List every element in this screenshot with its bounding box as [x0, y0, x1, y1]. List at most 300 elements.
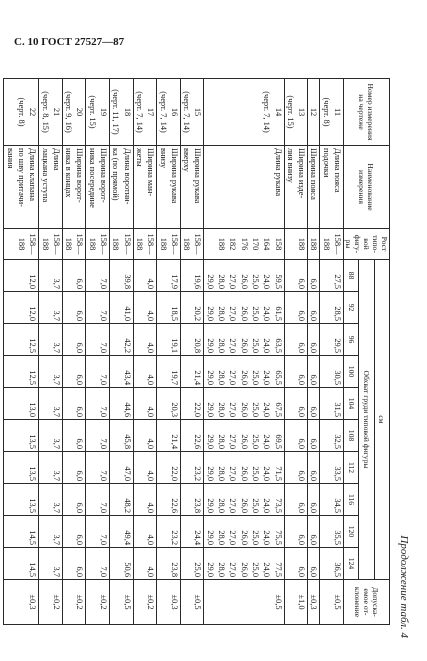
size-value-line: 6,0: [75, 278, 85, 289]
size-value-line: 4,0: [146, 470, 156, 481]
measurement-name: [157, 146, 181, 229]
figure-height: [157, 229, 181, 260]
size-value: [308, 452, 320, 484]
size-value-line: 69,5: [273, 434, 283, 449]
size-value-line: 67,5: [273, 402, 283, 417]
measurement-name-line: Ширина ворот-: [75, 148, 85, 203]
tolerance-value: ±0,3: [308, 580, 320, 625]
size-value-line: 26,0: [239, 274, 249, 289]
size-value-line: 27,0: [228, 306, 238, 321]
size-value: [133, 260, 157, 292]
size-value-line: 20,8: [193, 338, 203, 353]
figure-height-line: 158—: [99, 233, 109, 255]
size-value: [39, 356, 63, 388]
continuation-label: Продолжение табл. 4: [398, 535, 410, 638]
size-value: [86, 452, 110, 484]
size-value-line: 3,7: [51, 470, 61, 481]
figure-height-line: 158—: [146, 233, 156, 255]
figure-height: [86, 229, 110, 260]
measurement-number-line: 16: [169, 107, 179, 117]
size-value-line: 14,5: [28, 562, 38, 577]
size-value-line: 20,2: [193, 306, 203, 321]
size-value-line: 29,0: [205, 338, 215, 353]
tolerance-value: ±0,2: [62, 580, 86, 625]
figure-height-line: 188: [182, 237, 192, 251]
measurement-name-line: Ширина ман-: [146, 148, 156, 197]
measurement-name: [62, 146, 86, 229]
size-value-line: 24,0: [262, 370, 272, 385]
size-value: [284, 516, 308, 548]
size-value-line: 45,8: [122, 434, 132, 449]
size-value: [204, 292, 284, 324]
size-value: [62, 388, 86, 420]
figure-height-line: 188: [309, 237, 319, 251]
size-value: [86, 388, 110, 420]
table-row: [204, 79, 284, 625]
col-header-size: 108: [344, 420, 359, 452]
col-header-size: 112: [344, 452, 359, 484]
size-value-line: 73,5: [273, 498, 283, 513]
figure-height: [4, 229, 39, 260]
size-value: [284, 484, 308, 516]
size-value-line: 25,0: [250, 562, 260, 577]
figure-height-line: 158—: [75, 233, 85, 255]
size-value: [133, 548, 157, 580]
measurement-name-line: вверху: [182, 148, 192, 172]
size-value-line: 27,0: [228, 370, 238, 385]
size-value-line: 6,0: [297, 470, 307, 481]
tolerance-value: ±0,2: [133, 580, 157, 625]
size-value-line: 28,0: [217, 562, 227, 577]
col-header-number: Номер измерения на чертеже: [344, 79, 390, 146]
size-value: [320, 452, 344, 484]
col-header-height: Рост типо- вой фигу- ры: [344, 229, 390, 260]
size-value-line: 4,0: [146, 406, 156, 417]
size-value: [284, 548, 308, 580]
size-value-line: 6,0: [309, 406, 319, 417]
size-value-line: 18,5: [169, 306, 179, 321]
size-value: [110, 516, 134, 548]
measurement-number-line: (черт. 8): [16, 97, 26, 127]
size-value-line: 39,8: [122, 274, 132, 289]
size-value-line: 29,0: [205, 370, 215, 385]
size-value-line: 20,3: [169, 402, 179, 417]
size-value: [86, 324, 110, 356]
figure-height: [110, 229, 134, 260]
size-value-line: 13,5: [28, 498, 38, 513]
size-value-line: 25,0: [250, 466, 260, 481]
measurement-number-line: 17: [146, 107, 156, 117]
measurement-number-line: (черт. 11, 17): [111, 89, 121, 135]
measurement-name-line: Ширина рукава: [169, 148, 179, 204]
size-value: [86, 516, 110, 548]
figure-height-line: 188: [297, 237, 307, 251]
figure-height-line: 188: [16, 237, 26, 251]
size-value-line: 6,0: [309, 342, 319, 353]
size-value-line: 41,0: [122, 306, 132, 321]
size-value: [4, 516, 39, 548]
size-value-line: 65,5: [273, 370, 283, 385]
size-value: [86, 484, 110, 516]
measurement-number-line: (черт. 7, 14): [158, 91, 168, 133]
size-value-line: 27,0: [228, 498, 238, 513]
size-value-line: 13,0: [28, 402, 38, 417]
size-value-line: 28,0: [217, 402, 227, 417]
size-value-line: 27,0: [228, 434, 238, 449]
measurement-number: [284, 79, 308, 146]
figure-height: [133, 229, 157, 260]
size-value-line: 34,5: [333, 498, 342, 513]
figure-height-line: 158—: [193, 233, 203, 255]
size-value: [204, 484, 284, 516]
figure-height: [284, 229, 308, 260]
size-value-line: 6,0: [297, 566, 307, 577]
figure-height-line: 158—: [51, 233, 61, 255]
size-value-line: 26,0: [239, 370, 249, 385]
size-value-line: 27,0: [228, 274, 238, 289]
size-value: [284, 260, 308, 292]
size-value-line: 29,0: [205, 434, 215, 449]
size-value: [284, 420, 308, 452]
measurement-number: [110, 79, 134, 146]
size-value: [204, 548, 284, 580]
size-value-line: 28,0: [217, 370, 227, 385]
measurement-name: [4, 146, 39, 229]
size-value: [4, 292, 39, 324]
size-value-line: 24,0: [262, 434, 272, 449]
table-row: [86, 79, 110, 625]
size-value: [320, 260, 344, 292]
size-value-line: 33,5: [333, 466, 342, 481]
size-value-line: 25,0: [250, 306, 260, 321]
size-value: [320, 356, 344, 388]
size-value: [133, 388, 157, 420]
size-value: [320, 292, 344, 324]
figure-height-line: 182: [228, 237, 238, 251]
size-value-line: 6,0: [75, 438, 85, 449]
figure-height-line: 158: [273, 237, 283, 251]
tolerance-value: ±0,3: [4, 580, 39, 625]
measurement-name: [204, 146, 284, 229]
size-value: [284, 388, 308, 420]
size-value-line: 6,0: [297, 342, 307, 353]
size-value-line: 77,5: [273, 562, 283, 577]
size-value-line: 6,0: [309, 566, 319, 577]
col-header-size: 120: [344, 516, 359, 548]
size-value-line: 7,0: [99, 310, 109, 321]
size-value-line: 27,5: [333, 274, 342, 289]
size-value-line: 4,0: [146, 502, 156, 513]
measurement-number-line: 21: [51, 107, 61, 117]
size-value: [62, 356, 86, 388]
size-value-line: 25,0: [193, 562, 203, 577]
size-value-line: 6,0: [75, 310, 85, 321]
size-value-line: 42,2: [122, 338, 132, 353]
size-value-line: 6,0: [309, 278, 319, 289]
size-value: [62, 484, 86, 516]
size-value: [180, 420, 204, 452]
tolerance-value: ±0,5: [204, 580, 284, 625]
size-value-line: 6,0: [309, 374, 319, 385]
measurement-number: [320, 79, 344, 146]
measurement-number: [133, 79, 157, 146]
size-value-line: 24,0: [262, 274, 272, 289]
size-value-line: 30,5: [333, 370, 342, 385]
col-header-size: 124: [344, 548, 359, 580]
size-value-line: 29,0: [205, 466, 215, 481]
size-value: [180, 324, 204, 356]
size-value-line: 25,0: [250, 530, 260, 545]
size-value-line: 25,0: [250, 434, 260, 449]
size-value: [204, 516, 284, 548]
size-value: [204, 260, 284, 292]
size-value-line: 12,0: [28, 306, 38, 321]
size-value-line: 24,0: [262, 466, 272, 481]
size-value-line: 4,0: [146, 342, 156, 353]
tolerance-value: ±0,2: [86, 580, 110, 625]
col-header-size: 100: [344, 356, 359, 388]
size-value-line: 28,0: [217, 466, 227, 481]
size-value: [180, 516, 204, 548]
size-value-line: 13,5: [28, 434, 38, 449]
size-value-line: 25,0: [250, 338, 260, 353]
size-value-line: 24,0: [262, 530, 272, 545]
measurement-number-line: (черт. 9, 16): [64, 91, 74, 133]
measurement-name: [320, 146, 344, 229]
col-header-size: 96: [344, 324, 359, 356]
size-value-line: 50,6: [122, 562, 132, 577]
size-value: [62, 420, 86, 452]
size-value-line: 19,1: [169, 338, 179, 353]
size-value-line: 3,7: [51, 374, 61, 385]
size-value: [62, 260, 86, 292]
measurement-name-line: Длина: [51, 148, 61, 171]
size-value: [157, 324, 181, 356]
size-value: [110, 324, 134, 356]
size-value-line: 28,0: [217, 498, 227, 513]
size-value-line: 6,0: [297, 438, 307, 449]
col-header-group: Обхват груди типовой фигуры: [359, 260, 374, 580]
measurement-number: [204, 79, 284, 146]
measurement-name: [284, 146, 308, 229]
size-value: [320, 388, 344, 420]
size-value-line: 26,0: [239, 466, 249, 481]
table-row: [308, 79, 320, 625]
measurement-name: [308, 146, 320, 229]
size-value: [4, 452, 39, 484]
size-value: [133, 452, 157, 484]
size-value-line: 75,5: [273, 530, 283, 545]
size-value-line: 21,4: [169, 434, 179, 449]
size-value-line: 31,5: [333, 402, 342, 417]
size-value: [110, 452, 134, 484]
size-value-line: 6,0: [75, 534, 85, 545]
size-value-line: 7,0: [99, 566, 109, 577]
size-value: [86, 548, 110, 580]
size-value-line: 22,6: [169, 498, 179, 513]
figure-height-line: 188: [87, 237, 97, 251]
size-value: [308, 484, 320, 516]
measurement-number: [308, 79, 320, 146]
size-value-line: 47,0: [122, 466, 132, 481]
size-value: [157, 484, 181, 516]
measurement-number-line: (черт. 8, 15): [40, 91, 50, 133]
size-value-line: 22,0: [193, 402, 203, 417]
size-value: [86, 420, 110, 452]
measurement-number-line: (черт. 8): [321, 97, 331, 127]
measurement-name-line: по шву притачи-: [16, 148, 26, 207]
size-value-line: 7,0: [99, 438, 109, 449]
size-value: [4, 420, 39, 452]
size-value-line: 6,0: [309, 470, 319, 481]
size-value-line: 14,5: [28, 530, 38, 545]
measurement-number-line: (черт. 7, 14): [182, 91, 192, 133]
size-value-line: 19,6: [193, 274, 203, 289]
measurement-number: [86, 79, 110, 146]
figure-height-line: 188: [40, 237, 50, 251]
size-value: [320, 324, 344, 356]
size-value-line: 4,0: [146, 534, 156, 545]
table-row: [284, 79, 308, 625]
measurement-name-line: ка (по прямой): [111, 148, 121, 201]
table-row: [4, 79, 39, 625]
size-value: [204, 324, 284, 356]
size-value-line: 6,0: [309, 438, 319, 449]
size-value-line: 27,0: [228, 466, 238, 481]
size-value-line: 29,0: [205, 498, 215, 513]
size-value-line: 6,0: [297, 310, 307, 321]
figure-height-line: 158—: [28, 233, 38, 255]
size-value-line: 26,0: [239, 434, 249, 449]
col-header-size: 104: [344, 388, 359, 420]
size-value: [4, 260, 39, 292]
size-value-line: 24,0: [262, 402, 272, 417]
size-value-line: 6,0: [309, 534, 319, 545]
size-value-line: 6,0: [75, 470, 85, 481]
measurement-name-line: лия внизу: [285, 148, 295, 183]
table-row: [62, 79, 86, 625]
size-value-line: 29,0: [205, 562, 215, 577]
size-value-line: 22,6: [193, 434, 203, 449]
size-value: [39, 420, 63, 452]
size-value: [133, 356, 157, 388]
size-value-line: 27,0: [228, 338, 238, 353]
size-value-line: 71,5: [273, 466, 283, 481]
size-value-line: 6,0: [75, 406, 85, 417]
size-value: [110, 548, 134, 580]
size-value-line: 29,0: [205, 530, 215, 545]
figure-height-line: 188: [64, 237, 74, 251]
size-value: [157, 388, 181, 420]
size-value-line: 6,0: [309, 310, 319, 321]
measurement-name: [180, 146, 204, 229]
size-value: [284, 292, 308, 324]
size-value-line: 12,0: [28, 274, 38, 289]
size-value: [180, 356, 204, 388]
size-value: [110, 356, 134, 388]
size-value: [133, 324, 157, 356]
measurement-number-line: (черт. 15): [285, 95, 295, 129]
size-value: [308, 388, 320, 420]
size-value-line: 28,0: [217, 306, 227, 321]
size-value-line: 27,0: [228, 402, 238, 417]
size-value: [204, 356, 284, 388]
size-value: [110, 420, 134, 452]
measurement-name-line: Длина воротни-: [122, 148, 132, 205]
col-header-size: 88: [344, 260, 359, 292]
measurement-name-line: Ширина изде-: [297, 148, 307, 199]
size-value: [4, 388, 39, 420]
size-value: [308, 420, 320, 452]
figure-height-line: 158—: [333, 233, 342, 255]
figure-height-line: 176: [239, 237, 249, 251]
size-value-line: 4,0: [146, 374, 156, 385]
size-value: [284, 452, 308, 484]
size-value-line: 7,0: [99, 374, 109, 385]
size-value: [157, 292, 181, 324]
size-value-line: 32,5: [333, 434, 342, 449]
size-value: [180, 548, 204, 580]
size-value-line: 24,0: [262, 338, 272, 353]
size-value-line: 43,4: [122, 370, 132, 385]
size-value: [62, 292, 86, 324]
size-value-line: 49,4: [122, 530, 132, 545]
size-value-line: 63,5: [273, 338, 283, 353]
measurement-name-line: Длина клапана: [28, 148, 38, 201]
size-value: [157, 516, 181, 548]
size-value-line: 59,5: [273, 274, 283, 289]
tolerance-value: ±0,3: [157, 580, 181, 625]
size-value-line: 13,5: [28, 466, 38, 481]
figure-height-line: 158—: [169, 233, 179, 255]
size-value-line: 29,0: [205, 306, 215, 321]
measurement-number: [157, 79, 181, 146]
measurement-name-line: внизу: [158, 148, 168, 169]
size-value-line: 6,0: [309, 502, 319, 513]
col-header-size: 116: [344, 484, 359, 516]
measurement-name-line: Длина рукава: [273, 148, 283, 197]
figure-height-line: 188: [134, 237, 144, 251]
size-value-line: 17,9: [169, 274, 179, 289]
size-value-line: 26,0: [239, 498, 249, 513]
size-value-line: 3,7: [51, 566, 61, 577]
size-value: [133, 516, 157, 548]
size-value: [4, 548, 39, 580]
size-value-line: 48,2: [122, 498, 132, 513]
table-row: [110, 79, 134, 625]
size-value-line: 22,0: [169, 466, 179, 481]
size-value-line: 29,5: [333, 338, 342, 353]
size-value-line: 26,0: [239, 338, 249, 353]
col-header-size: 92: [344, 292, 359, 324]
size-value-line: 6,0: [297, 278, 307, 289]
size-value: [62, 452, 86, 484]
size-value-line: 25,0: [250, 370, 260, 385]
figure-height-line: 188: [217, 237, 227, 251]
size-value: [110, 260, 134, 292]
size-value-line: 28,0: [217, 434, 227, 449]
size-value-line: 3,7: [51, 502, 61, 513]
figure-height: [39, 229, 63, 260]
size-value-line: 7,0: [99, 406, 109, 417]
table-row: [39, 79, 63, 625]
figure-height: [308, 229, 320, 260]
table-row: [320, 79, 344, 625]
figure-height-line: 164: [262, 237, 272, 251]
measurement-number-line: (черт. 7, 14): [262, 91, 272, 133]
size-value: [110, 484, 134, 516]
size-value-line: 26,0: [239, 530, 249, 545]
